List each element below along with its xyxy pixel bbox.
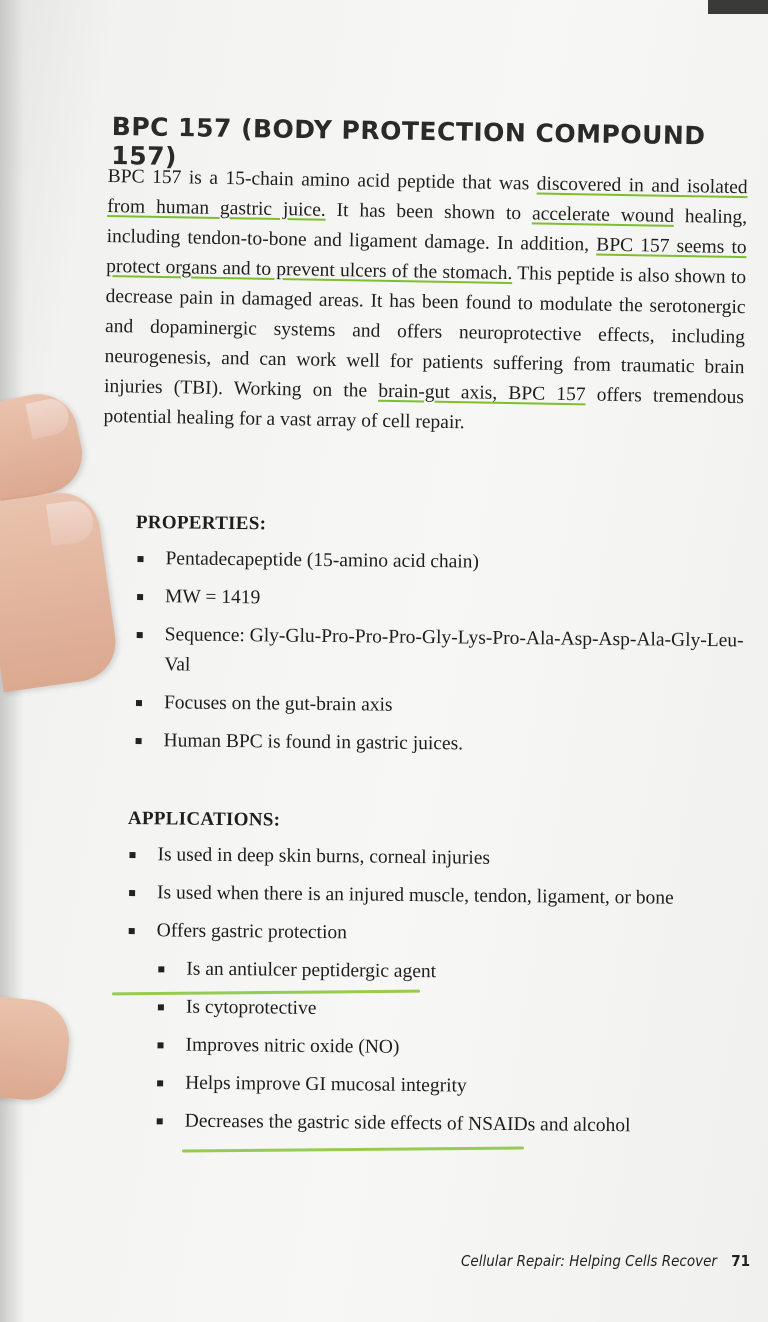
list-item — [134, 688, 754, 724]
list-item-text: MW = 1419 — [165, 586, 261, 609]
bullet-icon — [158, 966, 164, 972]
chapter-title: Cellular Repair: Helping Cells Recover — [460, 1252, 717, 1270]
list-item-text: Pentadecapeptide (15-amino acid chain) — [165, 548, 480, 573]
list-item-text: Is cytoprotective — [185, 996, 317, 1019]
highlighted-phrase: accelerate wound — [531, 203, 675, 227]
bullet-icon — [136, 700, 142, 706]
bullet-icon — [157, 1118, 163, 1124]
finger — [0, 996, 73, 1104]
sub-list-item — [155, 1106, 745, 1142]
bullet-icon — [137, 632, 143, 638]
intro-text: offers tremendous potential healing for a vast array of cell repair. — [103, 384, 745, 434]
fingernail — [25, 396, 72, 440]
sub-list-item — [156, 992, 746, 1028]
intro-text: It has been shown to — [325, 199, 533, 225]
bullet-icon — [129, 852, 135, 858]
intro-text: healing, including tendon-to-bone and ligament damage. In addition, — [106, 205, 748, 256]
list-item-text: Focuses on the gut-brain axis — [163, 692, 393, 716]
list-item — [134, 620, 755, 686]
bullet-icon — [157, 1080, 163, 1086]
bullet-icon — [137, 556, 143, 562]
list-item-text: Human BPC is found in gastric juices. — [163, 730, 464, 755]
intro-paragraph — [103, 162, 748, 443]
bullet-icon — [129, 890, 135, 896]
applications-section — [124, 808, 747, 1150]
intro-text: BPC 157 is a 15-chain amino acid peptide that was — [107, 165, 537, 195]
highlighted-phrase: BPC 157 seems to protect organs and to prevent ulcers of the stomach. — [105, 234, 747, 285]
intro-text: This peptide is also shown to decrease pain in damaged areas. It has been found to modulate the serotonergic and dopaminergic systems and offers neuroprotective effects, including neurogenesis, and can work well for patients suffering from traumatic brain injuries (TBI). Working on the — [103, 263, 747, 402]
sub-list-item — [155, 1068, 745, 1104]
bullet-icon — [137, 594, 143, 600]
list-item-text: Is used in deep skin burns, corneal injuries — [157, 844, 491, 869]
bullet-icon — [157, 1042, 163, 1048]
bullet-icon — [129, 928, 135, 934]
highlighted-phrase: brain-gut axis, BPC 157 — [378, 380, 586, 406]
list-item-text: Sequence: Gly-Glu-Pro-Pro-Pro-Gly-Lys-Pro-Ala-Asp-Asp-Ala-Gly-Leu-Val — [164, 624, 744, 676]
applications-heading: APPLICATIONS: — [127, 808, 281, 831]
list-item-text: Is used when there is an injured muscle, tendon, ligament, or bone — [157, 882, 674, 909]
highlighted-phrase: discovered in and isolated from human gastric juice. — [107, 173, 748, 221]
properties-list — [133, 544, 755, 762]
finger — [0, 387, 89, 504]
bullet-icon — [158, 1004, 164, 1010]
finger — [0, 488, 121, 693]
list-item-text: Decreases the gastric side effects of NSAIDs and alcohol — [184, 1110, 631, 1137]
sub-list-item — [155, 1030, 745, 1066]
list-item — [127, 878, 747, 914]
list-item — [127, 916, 747, 952]
list-item-text: Improves nitric oxide (NO) — [185, 1034, 400, 1058]
page-footer — [461, 1252, 750, 1270]
list-item-text: Offers gastric protection — [156, 920, 348, 944]
properties-heading: PROPERTIES: — [135, 512, 267, 535]
bullet-icon — [136, 738, 142, 744]
highlight-underline — [182, 1147, 524, 1153]
list-item — [133, 726, 753, 762]
list-item — [135, 582, 755, 618]
properties-section — [133, 512, 756, 770]
list-item-text: Helps improve GI mucosal integrity — [185, 1072, 467, 1097]
list-item-text: Is an antiulcer peptidergic agent — [186, 958, 437, 983]
list-item — [127, 840, 747, 876]
list-item — [135, 544, 755, 580]
page-number: 71 — [731, 1252, 750, 1270]
fingernail — [46, 498, 95, 546]
sub-list-item — [156, 954, 746, 990]
background-object — [708, 0, 768, 14]
section-heading: BPC 157 (BODY PROTECTION COMPOUND 157) — [111, 112, 706, 172]
